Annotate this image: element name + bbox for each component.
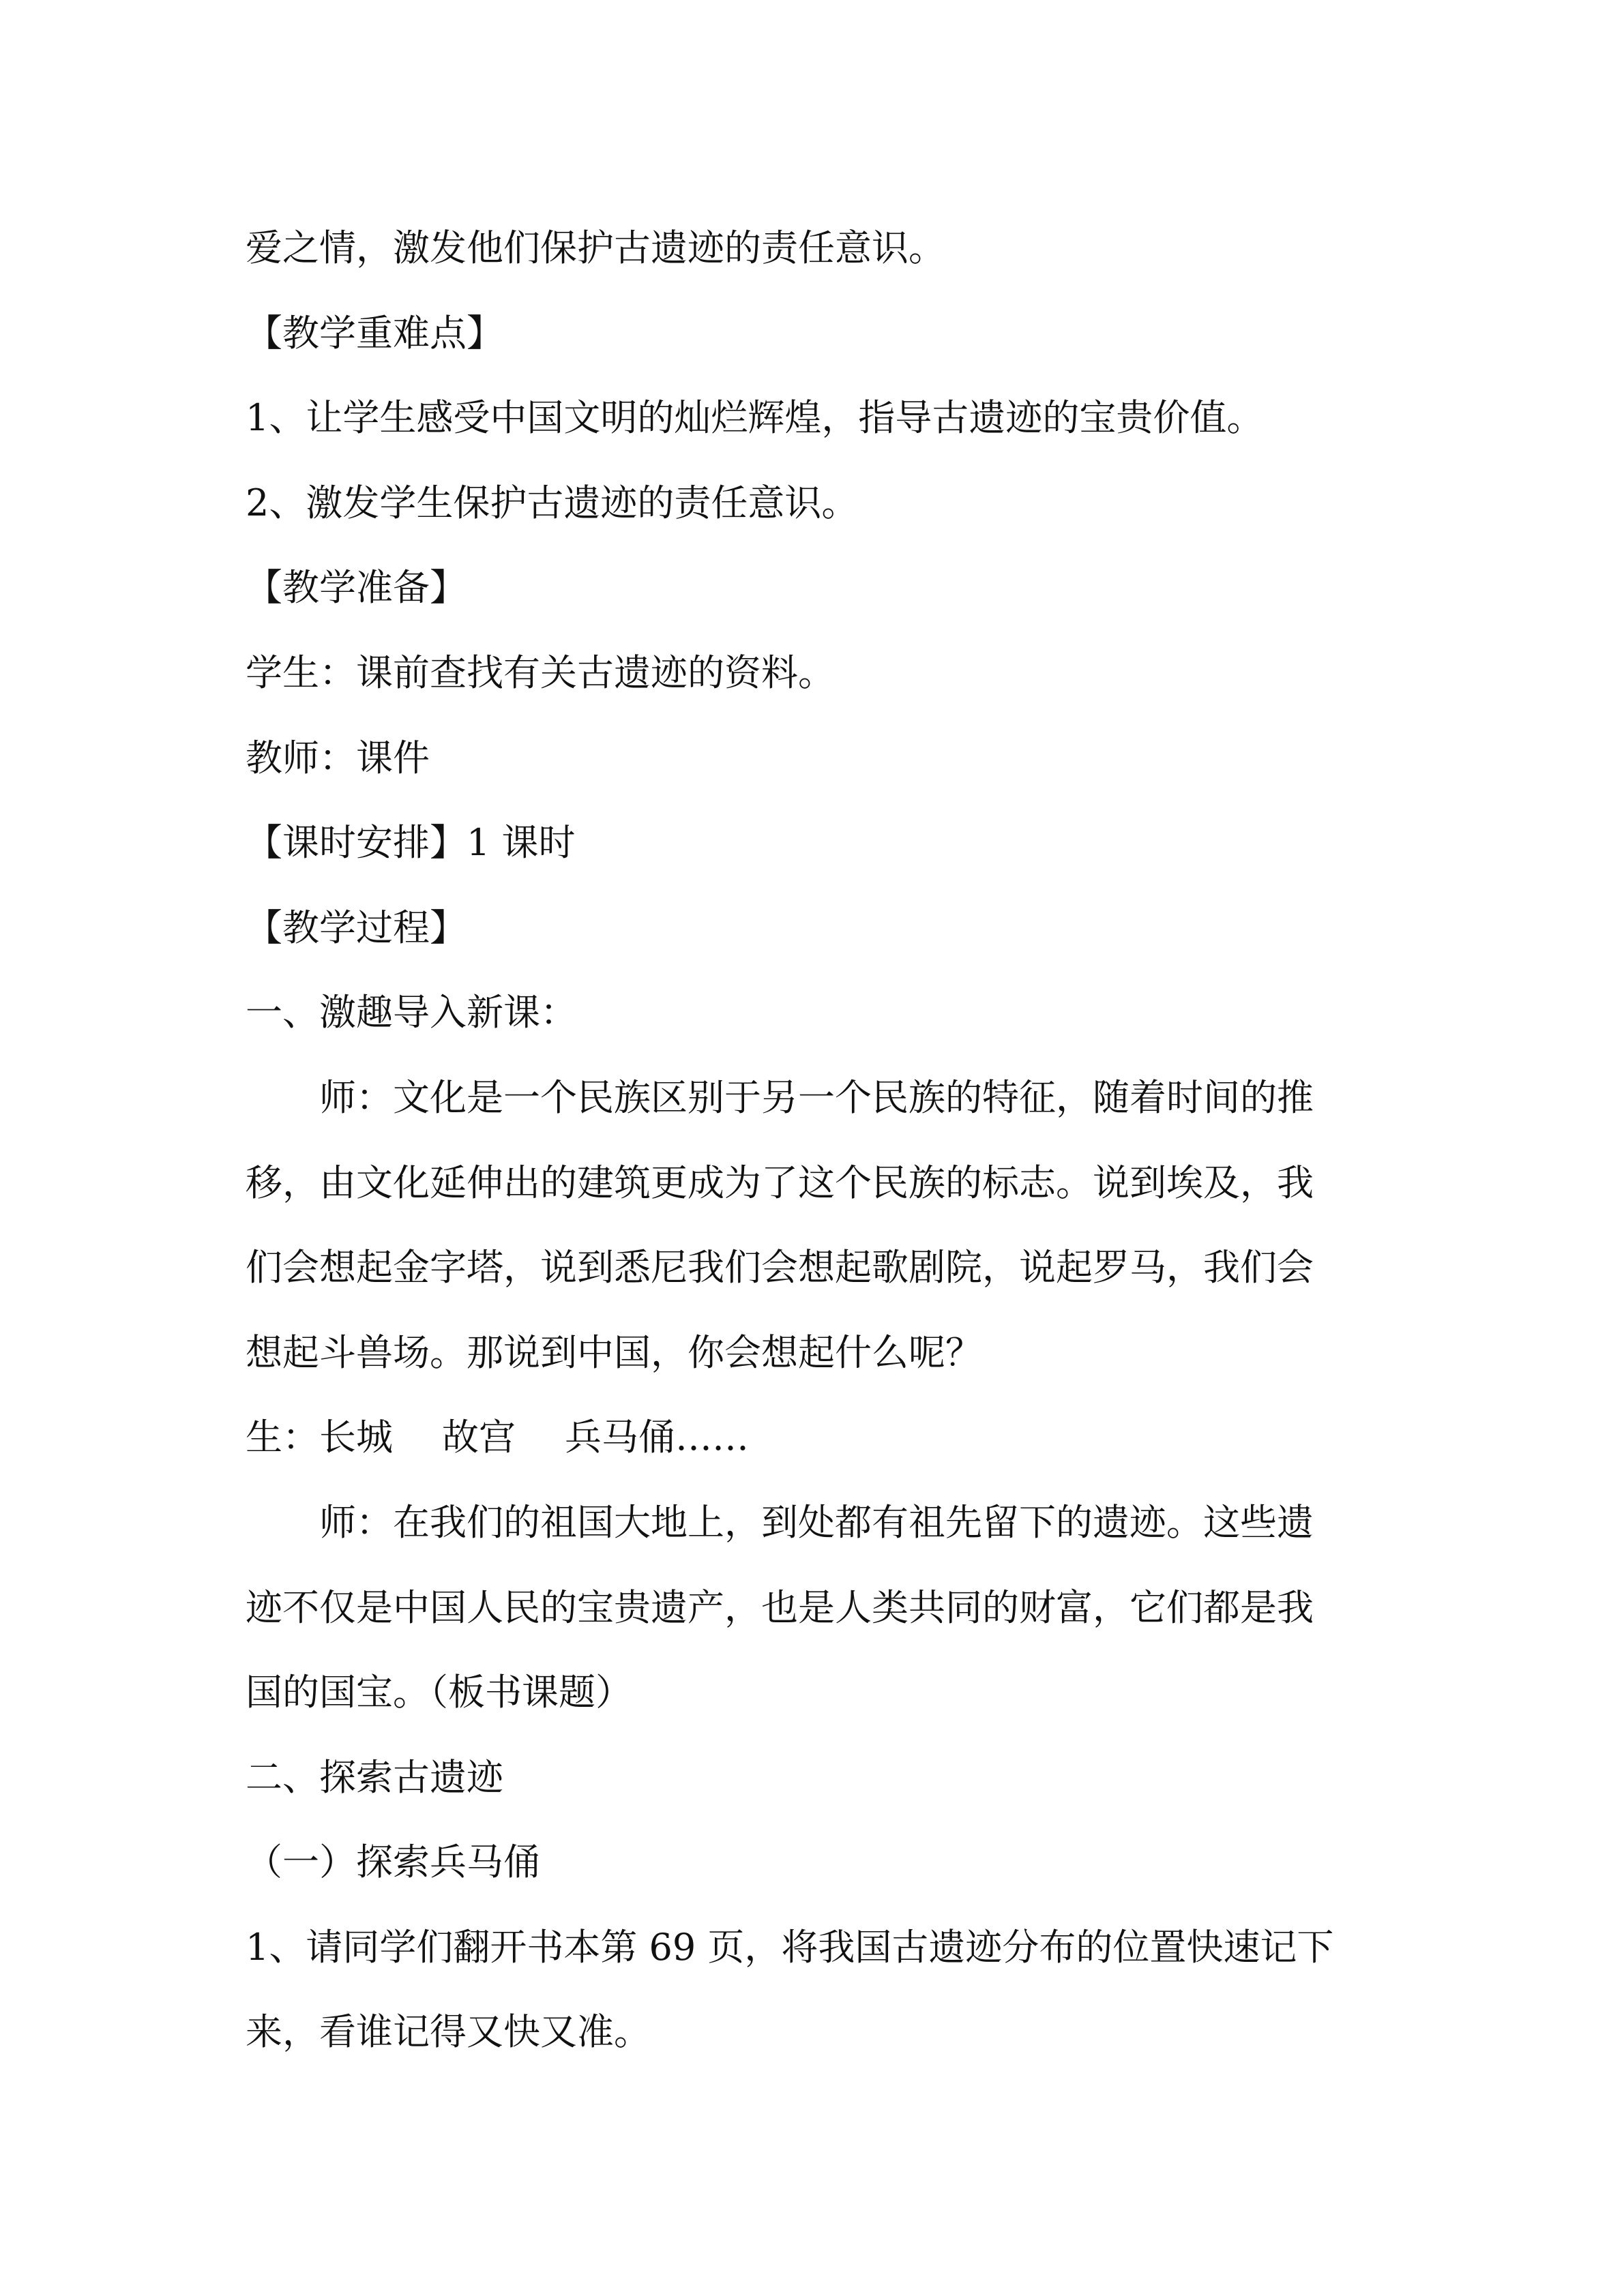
text-line: 迹不仅是中国人民的宝贵遗产，也是人类共同的财富，它们都是我	[246, 1585, 1314, 1629]
section-heading-schedule: 【课时安排】1 课时	[246, 821, 576, 865]
student-answer-line	[246, 1395, 1357, 1480]
section-heading-process: 【教学过程】	[246, 906, 467, 949]
text-line: 们会想起金字塔，说到悉尼我们会想起歌剧院，说起罗马，我们会	[246, 1246, 1314, 1289]
subheading: （一）探索兵马俑	[246, 1840, 540, 1884]
student-answer-item: 故宫	[442, 1416, 516, 1459]
text-line: 移，由文化延伸出的建筑更成为了这个民族的标志。说到埃及，我	[246, 1161, 1314, 1204]
paragraph-first-line: 师：文化是一个民族区别于另一个民族的特征，随着时间的推	[319, 1075, 1314, 1119]
student-answer-item: 生：长城	[246, 1416, 393, 1459]
text-line: 国的国宝。（板书课题）	[246, 1671, 632, 1714]
section-heading-preparation: 【教学准备】	[246, 566, 467, 610]
student-answer-item: 兵马俑……	[565, 1416, 749, 1459]
paragraph-first-line: 师：在我们的祖国大地上，到处都有祖先留下的遗迹。这些遗	[319, 1500, 1314, 1544]
text-line: 来，看谁记得又快又准。	[246, 2010, 651, 2054]
text-line: 1、请同学们翻开书本第 69 页，将我国古遗迹分布的位置快速记下	[246, 1925, 1334, 1969]
text-line: 1、让学生感受中国文明的灿烂辉煌，指导古遗迹的宝贵价值。	[246, 396, 1264, 440]
text-line: 学生：课前查找有关古遗迹的资料。	[246, 651, 835, 694]
text-line: 爱之情，激发他们保护古遗迹的责任意识。	[246, 226, 945, 269]
subheading: 二、探索古遗迹	[246, 1755, 503, 1799]
document-body	[246, 206, 1357, 2075]
text-line: 2、激发学生保护古遗迹的责任意识。	[246, 481, 859, 524]
text-line: 教师：课件	[246, 736, 430, 779]
section-heading-key-points: 【教学重难点】	[246, 311, 503, 355]
subheading: 一、激趣导入新课：	[246, 991, 577, 1034]
text-line: 想起斗兽场。那说到中国，你会想起什么呢？	[246, 1330, 982, 1374]
